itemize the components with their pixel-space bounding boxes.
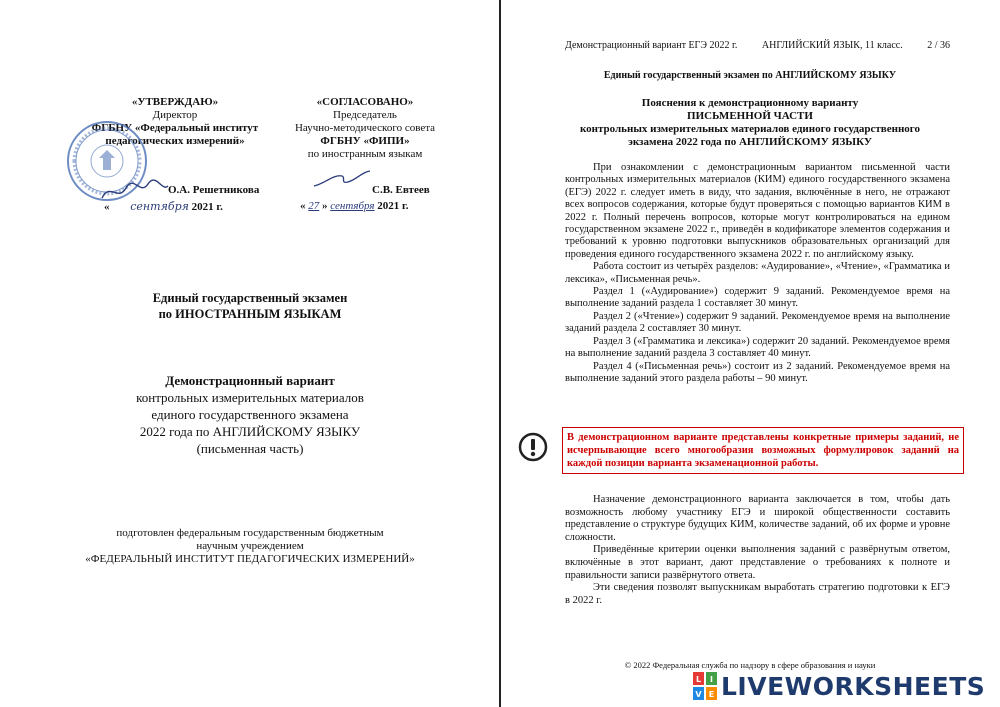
approve-org-1: ФГБНУ «Федеральный институт xyxy=(91,122,259,134)
exam-title-2: по ИНОСТРАННЫМ ЯЗЫКАМ xyxy=(158,307,342,321)
logo-letter-i: I xyxy=(710,675,713,684)
explanations-2: ПИСЬМЕННОЙ ЧАСТИ xyxy=(687,110,813,122)
exam-title xyxy=(40,290,460,322)
director-signature-icon xyxy=(100,178,170,204)
paragraph-section-4: Раздел 4 («Письменная речь») состоит из 2 заданий. Рекомендуемое время на выполнение заданий этого раздела работы – 90 минут. xyxy=(565,360,950,384)
approve-org-2: педагогических измерений» xyxy=(105,135,245,147)
agree-date-day: 27 xyxy=(308,200,320,212)
paragraph-purpose: Назначение демонстрационного варианта заключается в том, чтобы дать возможность любому участнику ЕГЭ и широкой общественности составить представление о структуре будущих КИМ, количестве заданий, об их форме и уровне сложности. xyxy=(565,494,950,543)
agree-role: Председатель xyxy=(333,109,397,121)
prepared-line-3: «ФЕДЕРАЛЬНЫЙ ИНСТИТУТ ПЕДАГОГИЧЕСКИХ ИЗМЕРЕНИЙ» xyxy=(85,553,415,565)
explanations-4: экзамена 2022 года по АНГЛИЙСКОМУ ЯЗЫКУ xyxy=(628,136,872,148)
paragraph-intro: При ознакомлении с демонстрационным вариантом письменной части контрольных измерительных материалов (КИМ) единого государственного экзамена (ЕГЭ) 2022 г. следует иметь в виду, что задания, включённые в него, не отражают всех вопросов содержания, которые будут проверяться с помощью вариантов КИМ в 2022 г. Полный перечень вопросов, которые могут контролироваться на едином государственном экзамене 2022 г., приведён в кодификаторе элементов содержания и требований к уровню подготовки выпускников образовательных организаций для проведения единого государственного экзамена 2022 г. по английскому языку. xyxy=(565,162,950,260)
paragraph-section-2: Раздел 2 («Чтение») содержит 9 заданий. Рекомендуемое время на выполнение заданий раздела 2 составляет 30 минут. xyxy=(565,310,950,335)
prepared-by xyxy=(40,527,460,566)
paragraph-strategy: Эти сведения позволят выпускникам выработать стратегию подготовки к ЕГЭ в 2022 г. xyxy=(565,582,950,606)
agree-org-2: ФГБНУ «ФИПИ» xyxy=(320,135,410,147)
agree-org-3: по иностранным языкам xyxy=(307,148,423,160)
agree-name: С.В. Евтеев xyxy=(372,184,430,196)
demo-line-5: (письменная часть) xyxy=(196,441,304,456)
running-header xyxy=(565,40,950,52)
explanations-title xyxy=(540,97,960,149)
paragraph-criteria: Приведённые критерии оценки выполнения заданий с развёрнутым ответом, включённые в этот вариант, дают представление о требованиях к полноте и правильности записи развёрнутого ответа. xyxy=(565,544,950,581)
left-page xyxy=(0,0,499,707)
liveworksheets-watermark xyxy=(693,671,985,701)
approve-head: «УТВЕРЖДАЮ» xyxy=(131,96,219,108)
intro-paragraphs xyxy=(565,162,950,385)
prepared-line-2: научным учреждением xyxy=(196,540,304,552)
copyright-footer: © 2022 Федеральная служба по надзору в сфере образования и науки xyxy=(624,660,876,670)
agree-date-open: « xyxy=(300,200,306,212)
agree-date-month: сентября xyxy=(330,200,375,212)
agree-org-1: Научно-методического совета xyxy=(294,122,436,134)
explanations-3: контрольных измерительных материалов единого государственного xyxy=(579,123,921,135)
agree-date xyxy=(300,200,440,213)
prepared-line-1: подготовлен федеральным государственным бюджетным xyxy=(116,527,384,539)
demo-line-3: единого государственного экзамена xyxy=(151,407,349,422)
demo-line-4: 2022 года по АНГЛИЙСКОМУ ЯЗЫКУ xyxy=(139,424,361,439)
header-page: 2 / 36 xyxy=(927,40,950,51)
approve-date-month: сентября xyxy=(130,200,189,213)
approve-date-open: « xyxy=(104,201,110,213)
agree-date-close: » xyxy=(322,200,328,212)
demo-line-2: контрольных измерительных материалов xyxy=(136,390,364,405)
header-mid: АНГЛИЙСКИЙ ЯЗЫК, 11 класс. xyxy=(761,40,903,51)
agree-date-year: 2021 г. xyxy=(377,200,409,212)
exam-title-1: Единый государственный экзамен xyxy=(152,291,348,305)
agree-block xyxy=(280,96,450,161)
chairman-signature-icon xyxy=(312,168,372,190)
paragraph-section-3: Раздел 3 («Грамматика и лексика») содержит 20 заданий. Рекомендуемое время на выполнение заданий раздела 3 составляет 40 минут. xyxy=(565,335,950,360)
paragraph-section-1: Раздел 1 («Аудирование») содержит 9 заданий. Рекомендуемое время на выполнение заданий раздела 1 составляет 30 минут. xyxy=(565,286,950,310)
exclamation-icon xyxy=(518,432,548,462)
logo-letter-v: V xyxy=(695,690,702,699)
approve-date-year: 2021 г. xyxy=(191,201,223,213)
right-top-title: Единый государственный экзамен по АНГЛИЙСКОМУ ЯЗЫКУ xyxy=(603,70,897,81)
explanations-1: Пояснения к демонстрационному варианту xyxy=(641,97,859,109)
demo-title: Демонстрационный вариант xyxy=(165,373,335,388)
logo-letter-l: L xyxy=(695,675,702,684)
demo-block xyxy=(40,372,460,457)
watermark-text: LIVEWORKSHEETS xyxy=(721,671,986,701)
logo-letter-e: E xyxy=(708,690,715,699)
agree-head: «СОГЛАСОВАНО» xyxy=(316,96,414,108)
purpose-paragraphs xyxy=(565,494,950,607)
header-left: Демонстрационный вариант ЕГЭ 2022 г. xyxy=(565,40,738,51)
approve-name: О.А. Решетникова xyxy=(168,184,260,196)
liveworksheets-logo-icon xyxy=(693,672,717,700)
approve-role: Директор xyxy=(152,109,198,121)
warning-box: В демонстрационном варианте представлены конкретные примеры заданий, не исчерпывающие всего многообразия возможных формулировок заданий на каждой позиции варианта экзаменационной работы. xyxy=(562,427,964,474)
paragraph-structure: Работа состоит из четырёх разделов: «Аудирование», «Чтение», «Грамматика и лексика», «Письменная речь». xyxy=(565,261,950,285)
